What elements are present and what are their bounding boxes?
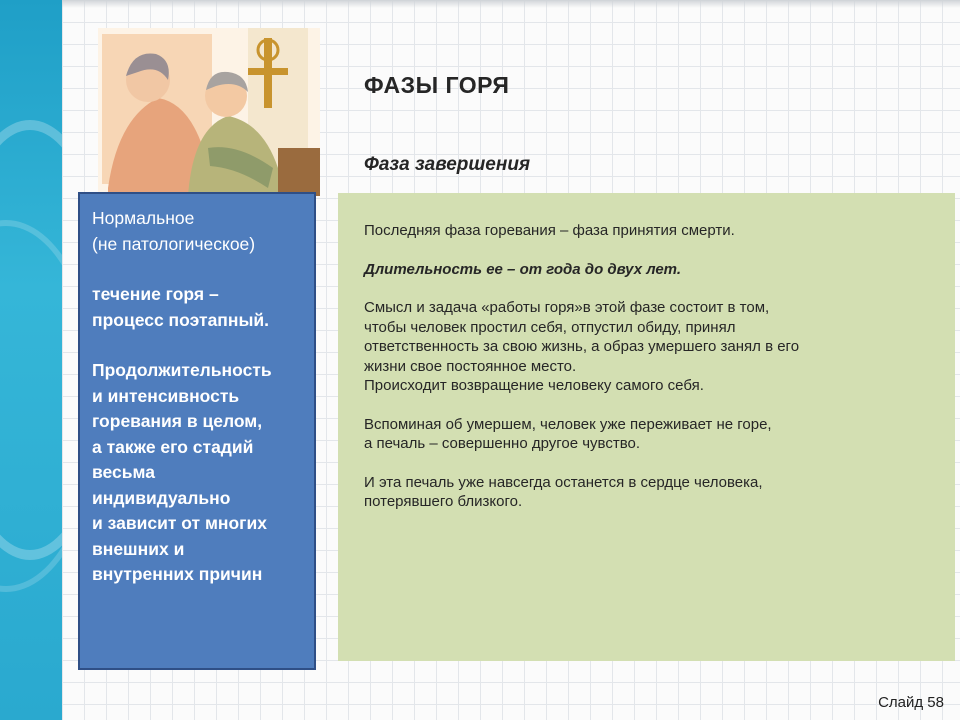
section-subtitle: Фаза завершения bbox=[364, 154, 531, 175]
content-line: И эта печаль уже навсегда останется в сердце человека, bbox=[364, 473, 763, 491]
content-line: чтобы человек простил себя, отпустил обиду, принял bbox=[364, 318, 736, 336]
summary-line: индивидуально bbox=[92, 487, 231, 508]
summary-line: весьма bbox=[92, 462, 155, 482]
top-shadow bbox=[62, 0, 960, 8]
summary-line: (не патологическое) bbox=[92, 233, 256, 254]
content-line: Смысл и задача «работы горя»в этой фазе состоит в том, bbox=[364, 299, 770, 316]
summary-line: горевания в целом, bbox=[92, 411, 263, 431]
summary-line: и зависит от многих bbox=[92, 513, 267, 533]
summary-box bbox=[78, 192, 316, 670]
summary-line: течение горя – bbox=[92, 284, 219, 304]
summary-line: внутренних причин bbox=[92, 564, 263, 584]
summary-line: процесс поэтапный. bbox=[92, 309, 270, 330]
content-line: а печаль – совершенно другое чувство. bbox=[364, 435, 641, 452]
slide-number: Слайд 58 bbox=[878, 694, 944, 711]
content-line: жизни свое постоянное место. bbox=[364, 357, 577, 375]
summary-line: и интенсивность bbox=[92, 385, 240, 406]
duration-line: Длительность ее – от года до двух лет. bbox=[364, 260, 681, 278]
content-line: ответственность за свою жизнь, а образ умершего занял в его bbox=[364, 338, 800, 355]
content-line: потерявшего близкого. bbox=[364, 493, 523, 510]
summary-line: внешних и bbox=[92, 538, 185, 559]
summary-line: а также его стадий bbox=[92, 436, 254, 457]
content-panel bbox=[338, 193, 955, 661]
summary-line: Нормальное bbox=[92, 208, 195, 228]
decorative-swirl bbox=[0, 220, 62, 592]
summary-line: Продолжительность bbox=[92, 360, 272, 380]
page-title: ФАЗЫ ГОРЯ bbox=[364, 72, 510, 98]
grieving-couple-illustration bbox=[98, 28, 320, 196]
content-line: Происходит возвращение человеку самого себя. bbox=[364, 377, 704, 394]
content-line: Последняя фаза горевания – фаза принятия смерти. bbox=[364, 222, 735, 239]
content-line: Вспоминая об умершем, человек уже переживает не горе, bbox=[364, 415, 772, 433]
left-decorative-band bbox=[0, 0, 62, 720]
